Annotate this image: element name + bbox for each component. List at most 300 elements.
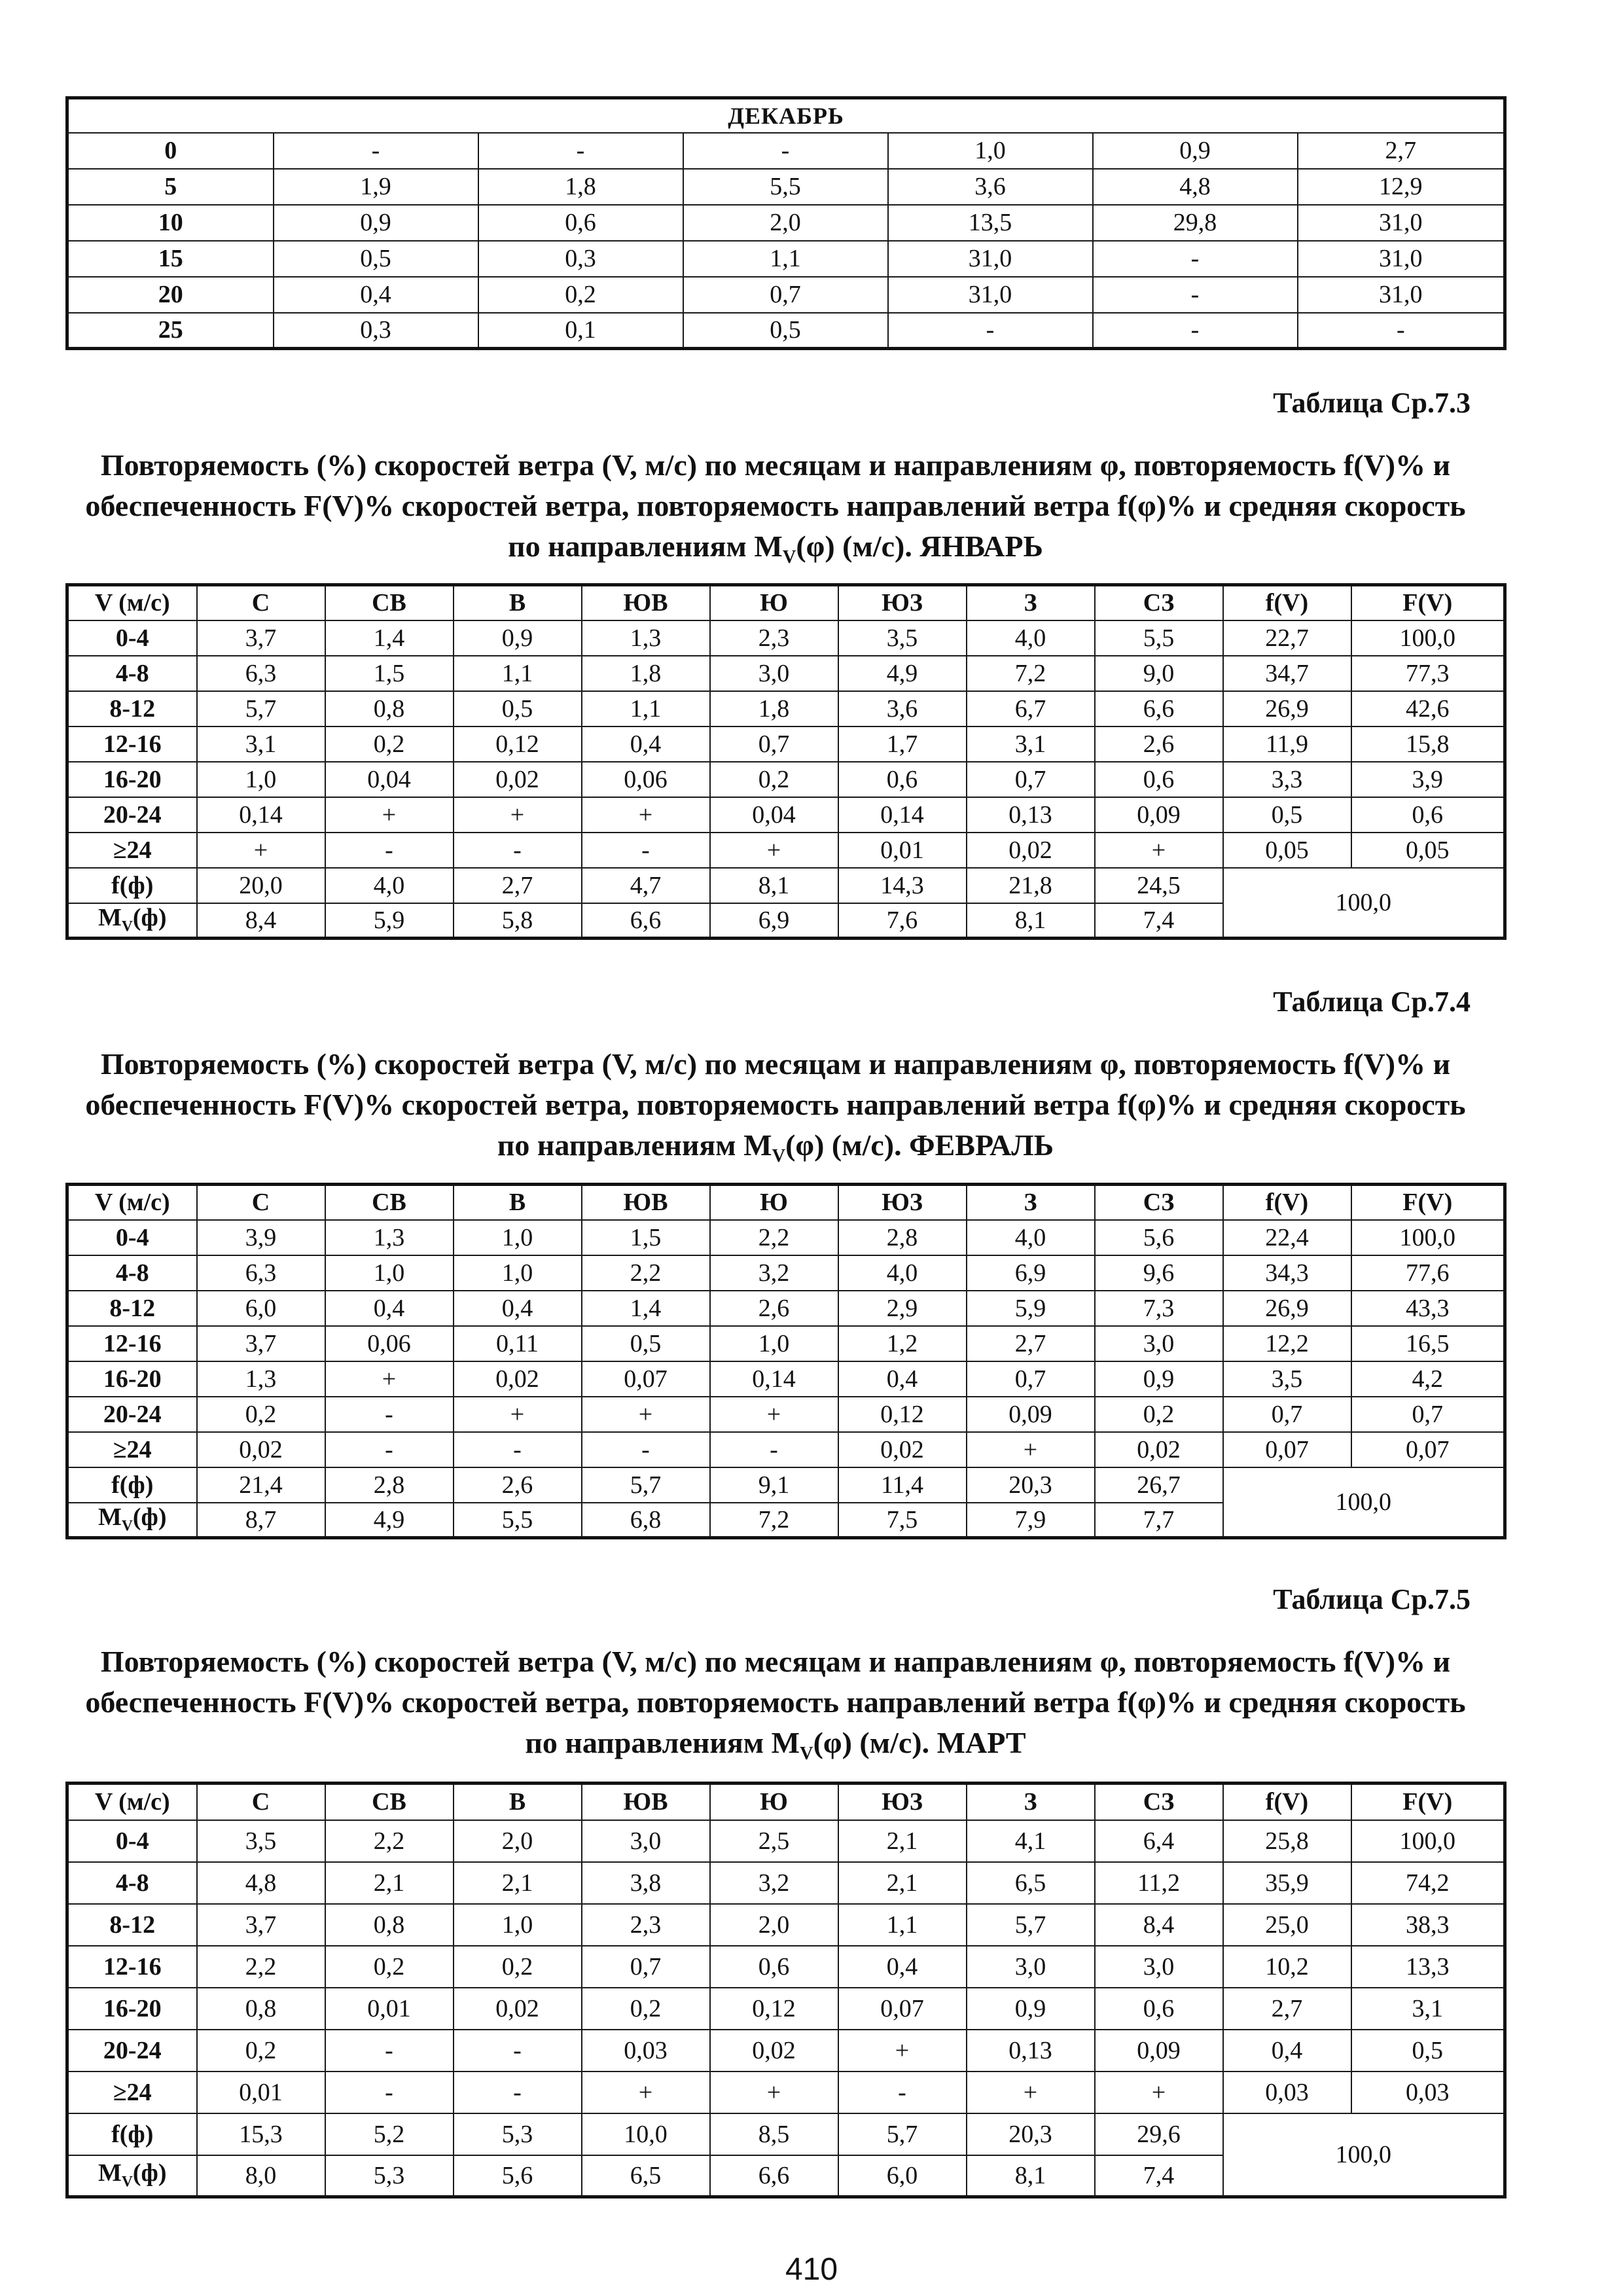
table-cell: + <box>710 1397 838 1432</box>
table-cell: 1,0 <box>710 1326 838 1361</box>
speed-range: 12-16 <box>67 726 197 762</box>
table-cell: 0,6 <box>1351 797 1505 833</box>
table-cell: + <box>1095 2072 1223 2113</box>
table-cell: 8,4 <box>1095 1904 1223 1946</box>
table-cell: 2,7 <box>454 868 582 903</box>
table-cell: - <box>582 1432 710 1467</box>
table-cell: 0,04 <box>325 762 454 797</box>
table-cell: 6,3 <box>197 1255 325 1291</box>
table-cell: 77,3 <box>1351 656 1505 691</box>
table-caption: Повторяемость (%) скоростей ветра (V, м/с) по месяцам и направлениям φ, повторяемость f(V)% и обеспеченность F(V)% скоростей ветра, повторяемость направлений ветра f(φ)% и средняя скорость по направлениям $M_V(\varphi)$ (м/с). ФЕВРАЛЬ <box>85 1047 1466 1167</box>
table-cell: 1,5 <box>582 1220 710 1255</box>
table-cell: 34,7 <box>1223 656 1351 691</box>
table-cell: 42,6 <box>1351 691 1505 726</box>
table-cell: 0,4 <box>582 726 710 762</box>
table-cell: 0,7 <box>967 762 1095 797</box>
speed-range: 4-8 <box>67 1255 197 1291</box>
table-cell: 2,2 <box>325 1820 454 1862</box>
table-cell: 5,7 <box>582 1467 710 1503</box>
table-cell: + <box>1095 833 1223 868</box>
table-cell: 4,0 <box>838 1255 967 1291</box>
table-cell: 1,3 <box>197 1361 325 1397</box>
table-cell: 0,09 <box>1095 797 1223 833</box>
direction-header: ЮВ <box>582 1185 710 1220</box>
table-cell: 1,1 <box>838 1904 967 1946</box>
table-cell: 5,7 <box>197 691 325 726</box>
table-cell: 0,02 <box>454 762 582 797</box>
table-cell: + <box>325 1361 454 1397</box>
table-cell: 0,05 <box>1351 833 1505 868</box>
table-cell: 3,5 <box>197 1820 325 1862</box>
table-cell: 20,3 <box>967 2113 1095 2155</box>
table-cell: 0,4 <box>1223 2030 1351 2072</box>
table-cell: 0,2 <box>710 762 838 797</box>
table-cell: 2,3 <box>582 1904 710 1946</box>
table-cell: 0,2 <box>197 2030 325 2072</box>
table-cell: 0,09 <box>1095 2030 1223 2072</box>
speed-range: ≥24 <box>67 833 197 868</box>
table-cell: 3,6 <box>838 691 967 726</box>
table-cell: 1,1 <box>454 656 582 691</box>
table-cell: 3,0 <box>582 1820 710 1862</box>
table-cell: 2,7 <box>967 1326 1095 1361</box>
mean-speed-label: $M_V(ф)$ <box>67 1503 197 1538</box>
direction-header: Ю <box>710 1784 838 1820</box>
table-cell: + <box>838 2030 967 2072</box>
table-cell: 2,3 <box>710 620 838 656</box>
december-speed-25: 25 <box>67 313 274 349</box>
table-cell: 0,8 <box>325 691 454 726</box>
table-cell: 0,7 <box>1351 1397 1505 1432</box>
table-cell: 8,1 <box>967 903 1095 939</box>
table-cell: 3,1 <box>1351 1988 1505 2030</box>
table-cell: 9,0 <box>1095 656 1223 691</box>
table-cell: 1,2 <box>838 1326 967 1361</box>
table-cell: 20,3 <box>967 1467 1095 1503</box>
table-cell: 2,2 <box>710 1220 838 1255</box>
december-speed-20: 20 <box>67 277 274 313</box>
table-cell: 35,9 <box>1223 1862 1351 1904</box>
table-cell: 26,7 <box>1095 1467 1223 1503</box>
table-cell: 0,7 <box>582 1946 710 1988</box>
table-cell: 7,3 <box>1095 1291 1223 1326</box>
table-cell: 1,4 <box>325 620 454 656</box>
table-cell: 0,03 <box>582 2030 710 2072</box>
wind-table-march <box>65 1782 1507 2198</box>
table-cell: 5,5 <box>1095 620 1223 656</box>
table-cell: 6,3 <box>197 656 325 691</box>
direction-header: Ю <box>710 1185 838 1220</box>
table-cell: - <box>325 2072 454 2113</box>
table-cell: - <box>478 133 683 169</box>
table-cell: 1,0 <box>197 762 325 797</box>
table-cell: 0,2 <box>197 1397 325 1432</box>
table-cell: 6,9 <box>710 903 838 939</box>
speed-range: 4-8 <box>67 656 197 691</box>
table-cell: 8,7 <box>197 1503 325 1538</box>
table-cell: 6,8 <box>582 1503 710 1538</box>
table-cell: 4,8 <box>197 1862 325 1904</box>
table-cell: - <box>1093 241 1298 277</box>
table-cell: 2,2 <box>197 1946 325 1988</box>
speed-range: 0-4 <box>67 1220 197 1255</box>
table-cell: 6,0 <box>838 2155 967 2197</box>
direction-frequency-label: f(ф) <box>67 868 197 903</box>
table-cell: 5,7 <box>838 2113 967 2155</box>
table-cell: + <box>454 797 582 833</box>
table-cell: 0,2 <box>1095 1397 1223 1432</box>
table-cell: 0,3 <box>478 241 683 277</box>
table-cell: 3,5 <box>838 620 967 656</box>
table-cell: 3,0 <box>710 656 838 691</box>
table-cell: 0,01 <box>325 1988 454 2030</box>
table-number: Таблица Ср.7.4 <box>1273 986 1471 1018</box>
table-number: Таблица Ср.7.3 <box>1273 387 1471 419</box>
speed-range: 0-4 <box>67 620 197 656</box>
direction-header: В <box>454 1784 582 1820</box>
table-cell: 6,4 <box>1095 1820 1223 1862</box>
table-cell: 0,4 <box>838 1361 967 1397</box>
speed-range: 8-12 <box>67 1291 197 1326</box>
table-cell: 2,6 <box>454 1467 582 1503</box>
table-cell: - <box>888 313 1093 349</box>
table-cell: 0,6 <box>478 205 683 241</box>
table-cell: 0,14 <box>838 797 967 833</box>
table-cell: 0,07 <box>1223 1432 1351 1467</box>
table-cell: 0,5 <box>582 1326 710 1361</box>
table-cell: 0,02 <box>454 1361 582 1397</box>
wind-table-february <box>65 1183 1507 1539</box>
december-table <box>65 96 1507 350</box>
table-cell: 29,8 <box>1093 205 1298 241</box>
table-cell: 0,07 <box>582 1361 710 1397</box>
table-cell: 4,0 <box>325 868 454 903</box>
table-cell: 0,4 <box>325 1291 454 1326</box>
table-cell: 0,06 <box>325 1326 454 1361</box>
speed-column-header: V (м/с) <box>67 585 197 620</box>
table-cell: 3,7 <box>197 1904 325 1946</box>
table-cell: 20,0 <box>197 868 325 903</box>
fv-header: f(V) <box>1223 1784 1351 1820</box>
table-cell: 0,06 <box>582 762 710 797</box>
table-cell: 7,9 <box>967 1503 1095 1538</box>
table-cell: 0,9 <box>454 620 582 656</box>
table-cell: 1,8 <box>478 169 683 205</box>
table-cell: 0,5 <box>1223 797 1351 833</box>
direction-header: З <box>967 1185 1095 1220</box>
table-cell: 77,6 <box>1351 1255 1505 1291</box>
table-cell: 0,5 <box>1351 2030 1505 2072</box>
table-cell: 0,2 <box>454 1946 582 1988</box>
direction-header: В <box>454 585 582 620</box>
table-cell: 6,6 <box>582 903 710 939</box>
table-cell: + <box>710 833 838 868</box>
table-cell: 74,2 <box>1351 1862 1505 1904</box>
table-cell: 3,1 <box>967 726 1095 762</box>
table-cell: 3,9 <box>197 1220 325 1255</box>
table-cell: 26,9 <box>1223 1291 1351 1326</box>
total-cell: 100,0 <box>1223 868 1505 939</box>
table-cell: 12,2 <box>1223 1326 1351 1361</box>
table-cell: 0,5 <box>274 241 478 277</box>
table-cell: 0,03 <box>1223 2072 1351 2113</box>
table-cell: 6,6 <box>710 2155 838 2197</box>
table-cell: 13,3 <box>1351 1946 1505 1988</box>
table-cell: 0,1 <box>478 313 683 349</box>
table-cell: 0,3 <box>274 313 478 349</box>
table-cell: 0,4 <box>274 277 478 313</box>
speed-range: 20-24 <box>67 797 197 833</box>
table-cell: 12,9 <box>1298 169 1505 205</box>
table-cell: + <box>710 2072 838 2113</box>
table-cell: 0,14 <box>197 797 325 833</box>
table-cell: - <box>274 133 478 169</box>
table-cell: 2,5 <box>710 1820 838 1862</box>
speed-range: ≥24 <box>67 2072 197 2113</box>
december-speed-5: 5 <box>67 169 274 205</box>
table-cell: 10,2 <box>1223 1946 1351 1988</box>
table-cell: 0,7 <box>683 277 888 313</box>
direction-header: ЮВ <box>582 1784 710 1820</box>
direction-header: В <box>454 1185 582 1220</box>
speed-range: 8-12 <box>67 1904 197 1946</box>
table-cell: 5,3 <box>454 2113 582 2155</box>
table-cell: 34,3 <box>1223 1255 1351 1291</box>
table-cell: 7,6 <box>838 903 967 939</box>
table-cell: 11,2 <box>1095 1862 1223 1904</box>
table-cell: + <box>582 797 710 833</box>
table-cell: 1,3 <box>325 1220 454 1255</box>
direction-header: ЮЗ <box>838 1185 967 1220</box>
table-cell: - <box>325 833 454 868</box>
table-cell: 0,5 <box>454 691 582 726</box>
table-cell: 5,7 <box>967 1904 1095 1946</box>
table-cell: 4,9 <box>838 656 967 691</box>
direction-header: З <box>967 585 1095 620</box>
table-cell: 21,4 <box>197 1467 325 1503</box>
speed-range: 12-16 <box>67 1946 197 1988</box>
Fv-header: F(V) <box>1351 1784 1505 1820</box>
table-cell: 2,7 <box>1223 1988 1351 2030</box>
table-cell: 31,0 <box>1298 241 1505 277</box>
table-cell: 3,2 <box>710 1255 838 1291</box>
table-cell: - <box>325 2030 454 2072</box>
table-cell: 0,2 <box>478 277 683 313</box>
table-cell: 0,05 <box>1223 833 1351 868</box>
direction-header: ЮЗ <box>838 1784 967 1820</box>
table-cell: 8,4 <box>197 903 325 939</box>
table-cell: 0,7 <box>710 726 838 762</box>
table-cell: 16,5 <box>1351 1326 1505 1361</box>
table-cell: 4,8 <box>1093 169 1298 205</box>
table-cell: 7,2 <box>710 1503 838 1538</box>
table-cell: 22,7 <box>1223 620 1351 656</box>
table-cell: + <box>582 2072 710 2113</box>
direction-header: СВ <box>325 1185 454 1220</box>
fv-header: f(V) <box>1223 585 1351 620</box>
direction-header: СЗ <box>1095 1185 1223 1220</box>
table-cell: 0,9 <box>1095 1361 1223 1397</box>
table-cell: 6,7 <box>967 691 1095 726</box>
mean-speed-label: $M_V(ф)$ <box>67 903 197 939</box>
table-cell: 1,1 <box>683 241 888 277</box>
speed-range: 16-20 <box>67 1988 197 2030</box>
table-cell: 1,0 <box>888 133 1093 169</box>
table-cell: 0,13 <box>967 2030 1095 2072</box>
table-cell: - <box>838 2072 967 2113</box>
table-cell: 2,1 <box>325 1862 454 1904</box>
direction-frequency-label: f(ф) <box>67 2113 197 2155</box>
table-cell: 0,04 <box>710 797 838 833</box>
table-cell: 11,9 <box>1223 726 1351 762</box>
table-cell: 1,0 <box>454 1255 582 1291</box>
table-cell: 3,0 <box>967 1946 1095 1988</box>
table-cell: 5,5 <box>454 1503 582 1538</box>
table-cell: 2,1 <box>838 1862 967 1904</box>
table-cell: 1,5 <box>325 656 454 691</box>
table-cell: 1,0 <box>454 1220 582 1255</box>
table-cell: 0,12 <box>454 726 582 762</box>
table-cell: 0,02 <box>967 833 1095 868</box>
direction-header: ЮВ <box>582 585 710 620</box>
table-cell: 6,5 <box>967 1862 1095 1904</box>
table-cell: 0,4 <box>838 1946 967 1988</box>
table-cell: 2,9 <box>838 1291 967 1326</box>
table-cell: 2,7 <box>1298 133 1505 169</box>
direction-header: С <box>197 585 325 620</box>
speed-range: 20-24 <box>67 2030 197 2072</box>
table-cell: 25,0 <box>1223 1904 1351 1946</box>
table-cell: 100,0 <box>1351 620 1505 656</box>
table-cell: 15,3 <box>197 2113 325 2155</box>
direction-header: Ю <box>710 585 838 620</box>
table-cell: 0,9 <box>274 205 478 241</box>
table-cell: 11,4 <box>838 1467 967 1503</box>
table-cell: 31,0 <box>1298 205 1505 241</box>
table-cell: + <box>582 1397 710 1432</box>
table-cell: 2,8 <box>325 1467 454 1503</box>
table-cell: 100,0 <box>1351 1820 1505 1862</box>
page-number: 410 <box>785 2252 838 2287</box>
table-cell: 13,5 <box>888 205 1093 241</box>
table-cell: 1,8 <box>710 691 838 726</box>
speed-range: 8-12 <box>67 691 197 726</box>
december-title: ДЕКАБРЬ <box>67 98 1505 133</box>
speed-range: 16-20 <box>67 1361 197 1397</box>
table-cell: 0,8 <box>197 1988 325 2030</box>
table-cell: 7,4 <box>1095 903 1223 939</box>
table-cell: 5,5 <box>683 169 888 205</box>
table-cell: 0,02 <box>454 1988 582 2030</box>
total-cell: 100,0 <box>1223 2113 1505 2197</box>
table-cell: 0,2 <box>582 1988 710 2030</box>
table-cell: - <box>454 833 582 868</box>
table-cell: 1,0 <box>454 1904 582 1946</box>
table-cell: 0,5 <box>683 313 888 349</box>
table-cell: 0,7 <box>967 1361 1095 1397</box>
table-cell: 3,7 <box>197 620 325 656</box>
table-cell: 0,01 <box>838 833 967 868</box>
direction-header: СЗ <box>1095 585 1223 620</box>
table-cell: 0,02 <box>838 1432 967 1467</box>
table-cell: 2,8 <box>838 1220 967 1255</box>
table-cell: 1,3 <box>582 620 710 656</box>
table-cell: 3,0 <box>1095 1946 1223 1988</box>
table-cell: 15,8 <box>1351 726 1505 762</box>
table-cell: 0,9 <box>1093 133 1298 169</box>
direction-header: С <box>197 1185 325 1220</box>
table-cell: 5,9 <box>325 903 454 939</box>
total-cell: 100,0 <box>1223 1467 1505 1538</box>
mean-speed-label: $M_V(ф)$ <box>67 2155 197 2197</box>
table-cell: 0,2 <box>325 726 454 762</box>
table-cell: 0,02 <box>197 1432 325 1467</box>
fv-header: f(V) <box>1223 1185 1351 1220</box>
table-cell: 4,0 <box>967 1220 1095 1255</box>
speed-range: 4-8 <box>67 1862 197 1904</box>
direction-header: СВ <box>325 585 454 620</box>
table-cell: 0,13 <box>967 797 1095 833</box>
table-caption: Повторяемость (%) скоростей ветра (V, м/с) по месяцам и направлениям φ, повторяемость f(V)% и обеспеченность F(V)% скоростей ветра, повторяемость направлений ветра f(φ)% и средняя скорость по направлениям $M_V(\varphi)$ (м/с). МАРТ <box>85 1645 1466 1765</box>
table-cell: 8,5 <box>710 2113 838 2155</box>
table-cell: 0,09 <box>967 1397 1095 1432</box>
table-cell: 3,5 <box>1223 1361 1351 1397</box>
table-cell: 0,6 <box>1095 762 1223 797</box>
table-cell: 4,1 <box>967 1820 1095 1862</box>
table-cell: 2,1 <box>838 1820 967 1862</box>
table-cell: 8,1 <box>710 868 838 903</box>
table-cell: - <box>454 2030 582 2072</box>
december-speed-10: 10 <box>67 205 274 241</box>
table-cell: 3,7 <box>197 1326 325 1361</box>
table-cell: 1,1 <box>582 691 710 726</box>
table-cell: 0,7 <box>1223 1397 1351 1432</box>
table-cell: + <box>967 1432 1095 1467</box>
table-cell: 6,0 <box>197 1291 325 1326</box>
table-cell: 0,07 <box>1351 1432 1505 1467</box>
table-cell: 3,6 <box>888 169 1093 205</box>
table-cell: 5,6 <box>1095 1220 1223 1255</box>
table-caption: Повторяемость (%) скоростей ветра (V, м/с) по месяцам и направлениям φ, повторяемость f(V)% и обеспеченность F(V)% скоростей ветра, повторяемость направлений ветра f(φ)% и средняя скорость по направлениям $M_V(\varphi)$ (м/с). ЯНВАРЬ <box>85 448 1466 568</box>
table-cell: 0,01 <box>197 2072 325 2113</box>
table-cell: 0,6 <box>710 1946 838 1988</box>
direction-header: З <box>967 1784 1095 1820</box>
table-cell: 1,8 <box>582 656 710 691</box>
table-cell: 2,6 <box>710 1291 838 1326</box>
wind-table-january <box>65 583 1507 940</box>
table-cell: 1,4 <box>582 1291 710 1326</box>
table-cell: 6,5 <box>582 2155 710 2197</box>
direction-header: СЗ <box>1095 1784 1223 1820</box>
table-cell: 3,3 <box>1223 762 1351 797</box>
table-cell: 0,12 <box>838 1397 967 1432</box>
speed-column-header: V (м/с) <box>67 1784 197 1820</box>
table-cell: 0,8 <box>325 1904 454 1946</box>
table-cell: 8,0 <box>197 2155 325 2197</box>
Fv-header: F(V) <box>1351 585 1505 620</box>
table-cell: 0,2 <box>325 1946 454 1988</box>
table-cell: 0,07 <box>838 1988 967 2030</box>
table-cell: 25,8 <box>1223 1820 1351 1862</box>
table-cell: 5,9 <box>967 1291 1095 1326</box>
table-cell: 3,8 <box>582 1862 710 1904</box>
direction-frequency-label: f(ф) <box>67 1467 197 1503</box>
table-cell: 0,11 <box>454 1326 582 1361</box>
table-cell: 5,8 <box>454 903 582 939</box>
table-cell: 43,3 <box>1351 1291 1505 1326</box>
table-cell: 0,6 <box>838 762 967 797</box>
table-cell: 5,3 <box>325 2155 454 2197</box>
